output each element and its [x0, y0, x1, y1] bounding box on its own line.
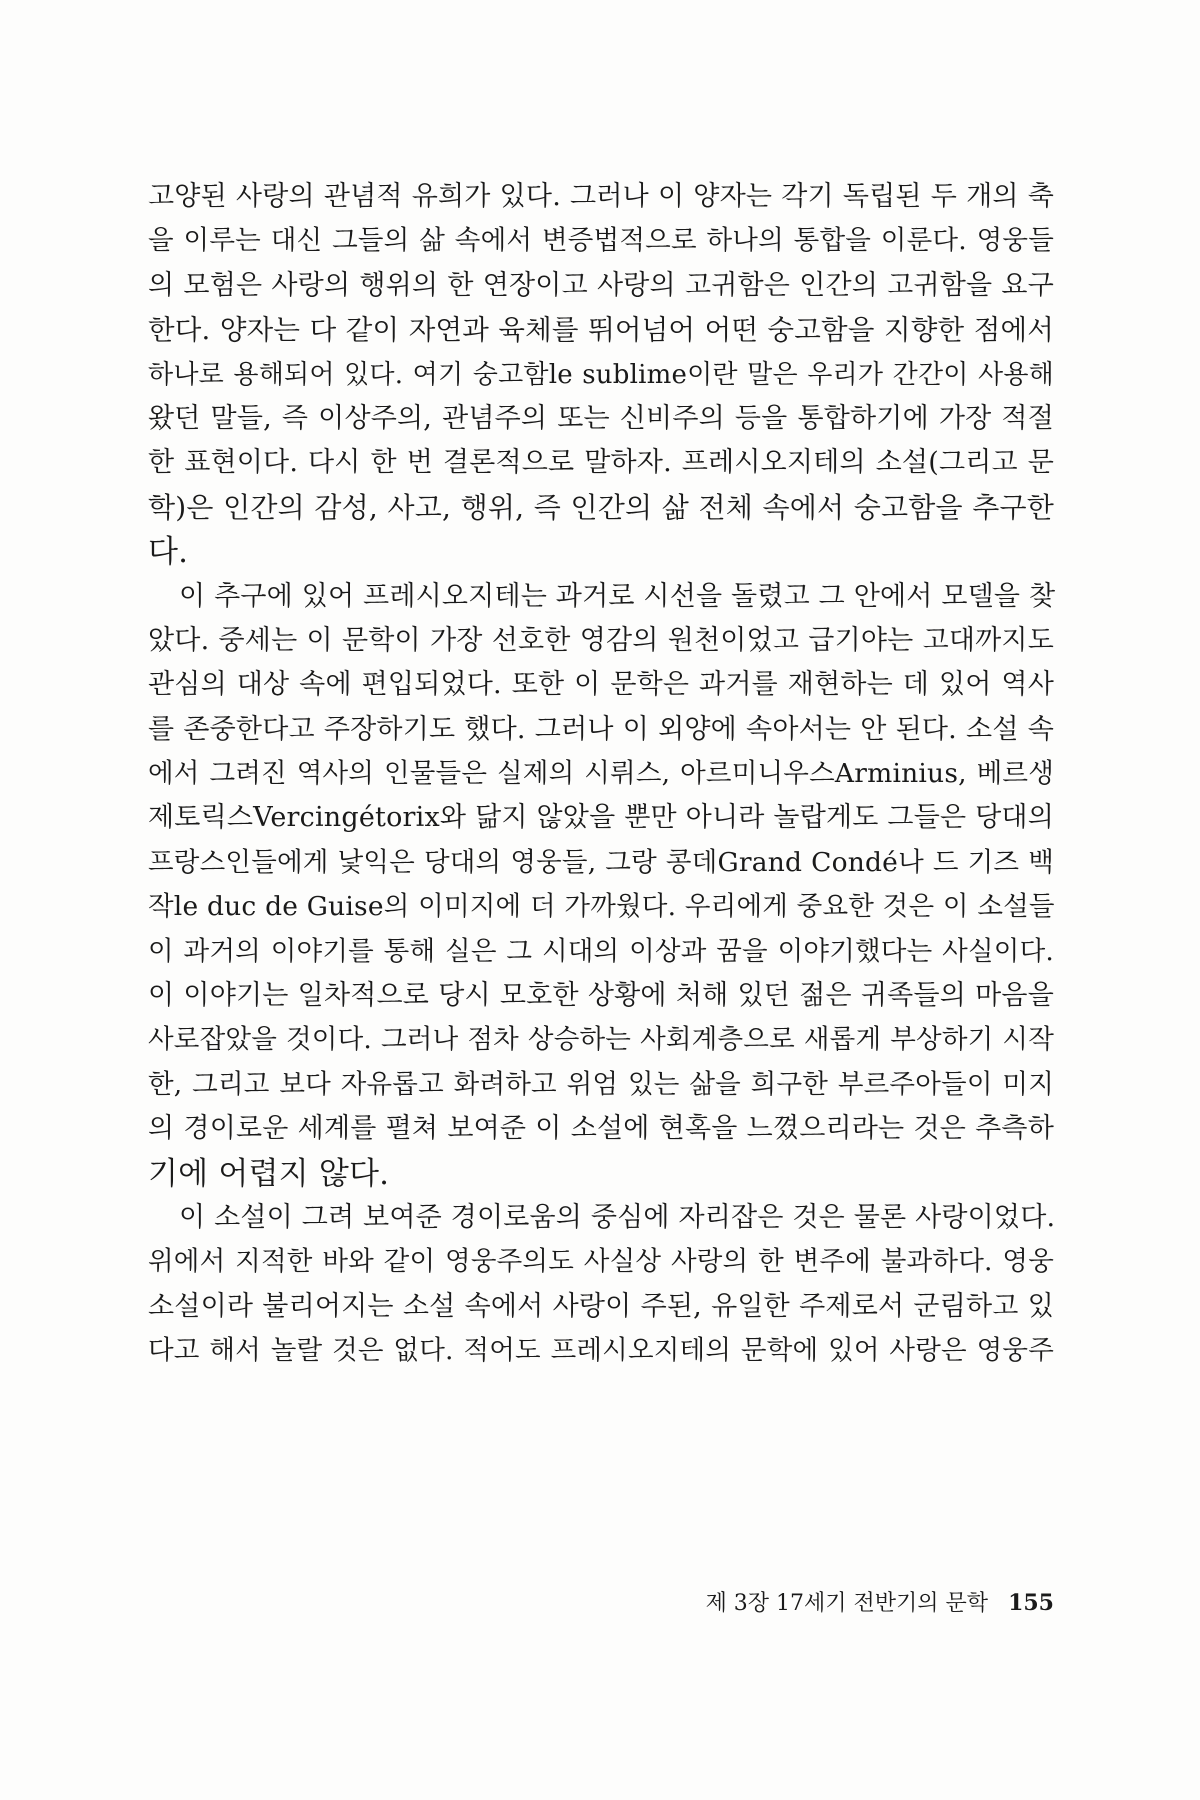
text-line: 의 모험은 사랑의 행위의 한 연장이고 사랑의 고귀함은 인간의 고귀함을 요구	[148, 269, 1054, 301]
text-line: 사로잡았을 것이다. 그러나 점차 상승하는 사회계층으로 새롭게 부상하기 시작	[148, 1024, 1054, 1056]
text-line: 에서 그려진 역사의 인물들은 실제의 시뤼스, 아르미니우스Arminius, 베르생	[148, 758, 1054, 790]
running-footer-chapter: 제 3장 17세기 전반기의 문학	[705, 1591, 989, 1616]
text-line: 위에서 지적한 바와 같이 영웅주의도 사실상 사랑의 한 변주에 불과하다. 영웅	[148, 1246, 1054, 1278]
text-line: 다고 해서 놀랄 것은 없다. 적어도 프레시오지테의 문학에 있어 사랑은 영웅주	[148, 1335, 1054, 1367]
text-line: 이 소설이 그려 보여준 경이로움의 중심에 자리잡은 것은 물론 사랑이었다.	[179, 1201, 1056, 1233]
text-line: 프랑스인들에게 낯익은 당대의 영웅들, 그랑 콩데Grand Condé나 드 기즈 백	[148, 846, 1054, 878]
text-line: 관심의 대상 속에 편입되었다. 또한 이 문학은 과거를 재현하는 데 있어 역사	[148, 669, 1054, 701]
text-line: 학)은 인간의 감성, 사고, 행위, 즉 인간의 삶 전체 속에서 숭고함을 추구한	[148, 490, 1054, 524]
text-line: 한, 그리고 보다 자유롭고 화려하고 위엄 있는 삶을 희구한 부르주아들이 미지	[148, 1068, 1054, 1100]
page-number: 155	[1008, 1590, 1054, 1616]
text-line: 다.	[148, 534, 189, 571]
text-line: 을 이루는 대신 그들의 삶 속에서 변증법적으로 하나의 통합을 이룬다. 영웅들	[148, 225, 1054, 257]
body-text	[148, 175, 1054, 1374]
text-line: 았다. 중세는 이 문학이 가장 선호한 영감의 원천이었고 급기야는 고대까지도	[148, 624, 1054, 656]
text-line: 한다. 양자는 다 같이 자연과 육체를 뛰어넘어 어떤 숭고함을 지향한 점에서	[148, 314, 1054, 347]
text-line: 제토릭스Vercingétorix와 닮지 않았을 뿐만 아니라 놀랍게도 그들은 당대의	[148, 802, 1054, 834]
text-line: 고양된 사랑의 관념적 유희가 있다. 그러나 이 양자는 각기 독립된 두 개의 축	[148, 181, 1054, 212]
page-footer	[150, 1586, 1054, 1617]
text-line: 이 추구에 있어 프레시오지테는 과거로 시선을 돌렸고 그 안에서 모델을 찾	[179, 580, 1056, 612]
text-line: 를 존중한다고 주장하기도 했다. 그러나 이 외양에 속아서는 안 된다. 소설 속	[148, 713, 1054, 745]
text-line: 하나로 용해되어 있다. 여기 숭고함le sublime이란 말은 우리가 간간이 사용해	[148, 359, 1054, 390]
text-line: 작le duc de Guise의 이미지에 더 가까웠다. 우리에게 중요한 것은 이 소설들	[148, 891, 1055, 923]
text-line: 왔던 말들, 즉 이상주의, 관념주의 또는 신비주의 등을 통합하기에 가장 적절	[148, 402, 1054, 434]
text-line: 이 과거의 이야기를 통해 실은 그 시대의 이상과 꿈을 이야기했다는 사실이다.	[148, 935, 1054, 967]
text-line: 소설이라 불리어지는 소설 속에서 사랑이 주된, 유일한 주제로서 군림하고 있	[148, 1290, 1054, 1322]
text-line: 이 이야기는 일차적으로 당시 모호한 상황에 처해 있던 젊은 귀족들의 마음을	[148, 980, 1054, 1012]
text-line: 의 경이로운 세계를 펼쳐 보여준 이 소설에 현혹을 느꼈으리라는 것은 추측하	[148, 1113, 1054, 1145]
text-line: 한 표현이다. 다시 한 번 결론적으로 말하자. 프레시오지테의 소설(그리고 문	[148, 447, 1054, 479]
text-line: 기에 어렵지 않다.	[148, 1155, 390, 1192]
